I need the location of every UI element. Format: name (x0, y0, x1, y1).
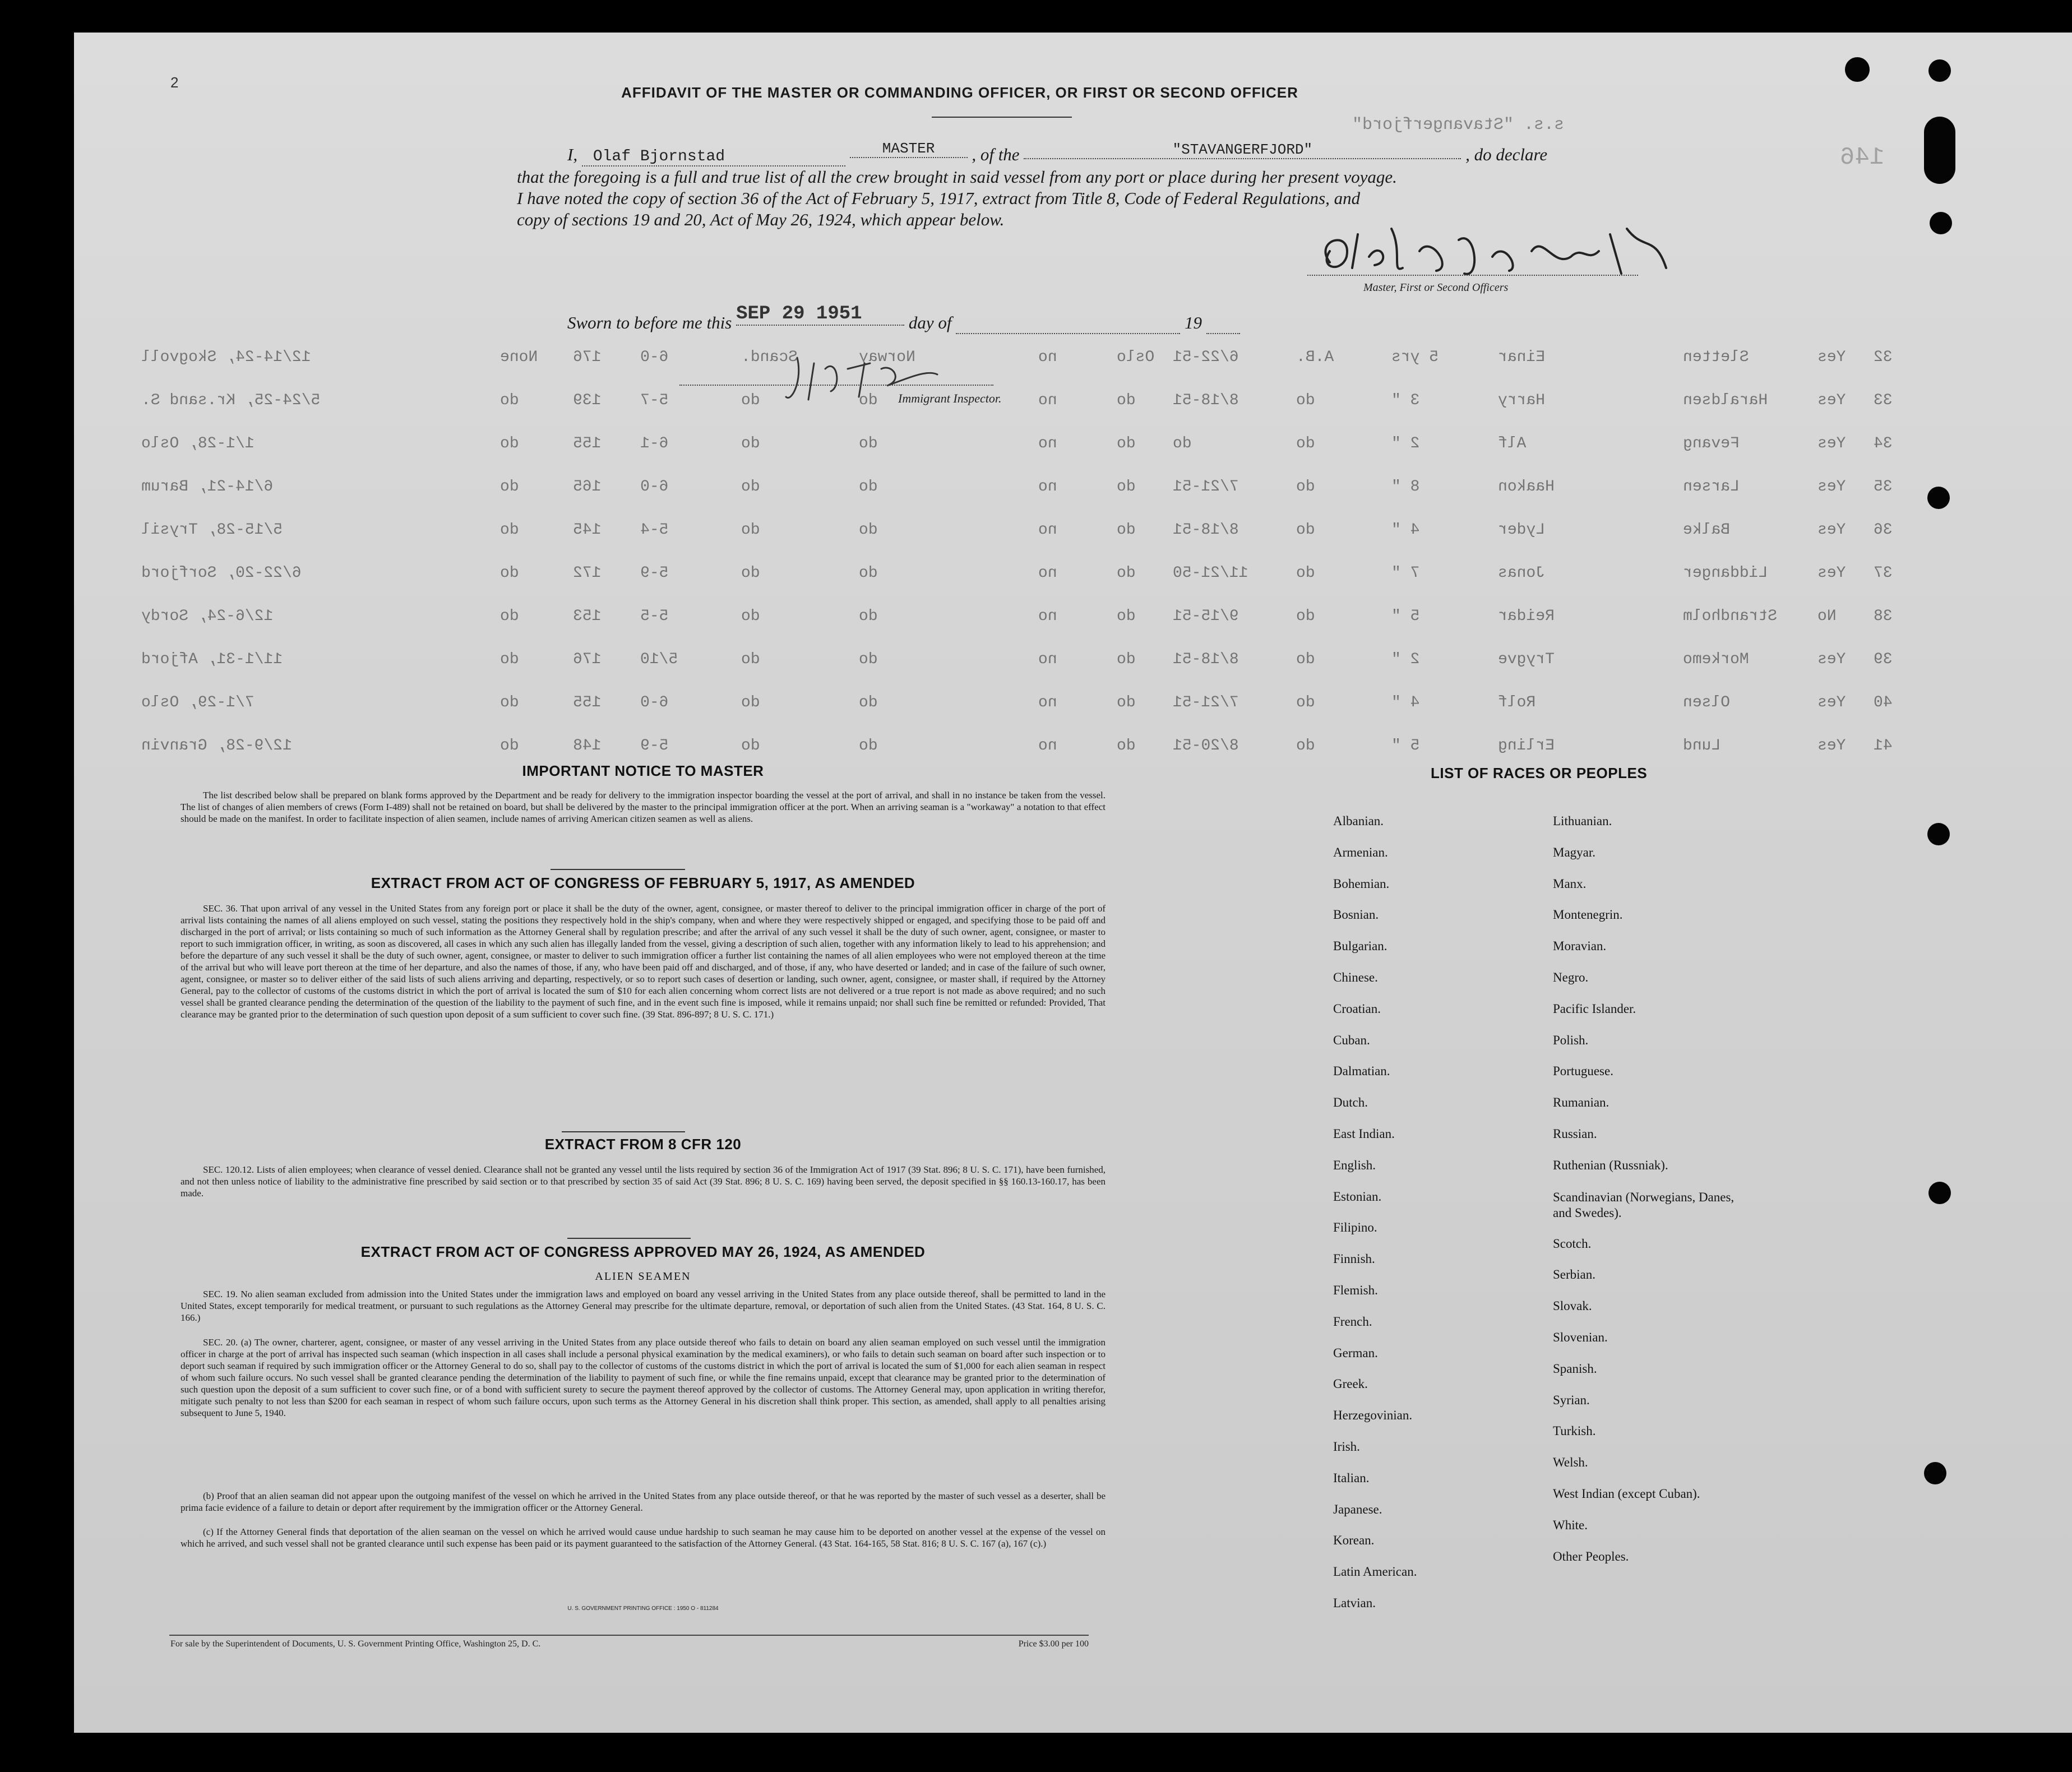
race-item: Spanish. (1553, 1361, 1597, 1376)
ghost-cell: do (500, 478, 519, 496)
sworn-line (567, 303, 1240, 336)
ghost-cell: 9/15-51 (1173, 608, 1239, 625)
footer-right: Price $3.00 per 100 (1018, 1639, 1089, 1649)
ghost-cell: Lyder (1498, 521, 1546, 539)
race-item: Polish. (1553, 1033, 1589, 1047)
punch-hole (1845, 57, 1870, 82)
race-item: Turkish. (1553, 1424, 1596, 1438)
race-item: Flemish. (1333, 1283, 1378, 1297)
race-item: Moravian. (1553, 939, 1607, 954)
race-item: Serbian. (1553, 1267, 1596, 1282)
ghost-cell: Harry (1498, 392, 1546, 409)
do-declare-label: , do declare (1465, 145, 1548, 164)
ghost-cell: 6/22-51 (1173, 349, 1239, 366)
ghost-row (74, 478, 2072, 501)
ghost-cell: do (1117, 478, 1136, 496)
ghost-cell: do (859, 651, 878, 668)
race-item: English. (1333, 1158, 1376, 1172)
ghost-cell: 7 " (1391, 565, 1420, 582)
race-item: White. (1553, 1517, 1588, 1532)
ghost-cell: Jonas (1498, 565, 1546, 582)
ghost-cell: no (1038, 608, 1057, 625)
notice-rule (551, 869, 685, 870)
race-item: Armenian. (1333, 845, 1388, 859)
punch-hole (1928, 59, 1951, 82)
ghost-cell: 11/21-50 (1173, 565, 1248, 582)
extract-cfr-title: EXTRACT FROM 8 CFR 120 (544, 1136, 742, 1153)
ghost-row (74, 435, 2072, 457)
ghost-cell: no (1038, 521, 1057, 539)
ghost-cell: do (1117, 435, 1136, 452)
affidavit-line-4: copy of sections 19 and 20, Act of May 26, 1924, which appear below. (517, 210, 1005, 229)
affidavit-title: AFFIDAVIT OF THE MASTER OR COMMANDING OFFICER, OR FIRST OR SECOND OFFICER (621, 84, 1298, 101)
ghost-cell: Liddanger (1683, 565, 1768, 582)
ghost-cell: 1/1-28, Oslo (141, 435, 255, 452)
ghost-cell: Yes (1817, 737, 1846, 755)
page-mark: 2 (170, 74, 179, 91)
race-item: Cuban. (1333, 1033, 1370, 1047)
affidavit-line-2: that the foregoing is a full and true list of all the crew brought in said vessel from any port or place during her present voyage. (517, 167, 1397, 187)
ghost-row (74, 737, 2072, 760)
race-item: Russian. (1553, 1127, 1597, 1141)
ghost-cell: 139 (573, 392, 602, 409)
ghost-cell: Strandholm (1683, 608, 1778, 625)
ghost-cell: 40 (1874, 694, 1893, 711)
ghost-cell: do (741, 435, 760, 452)
ghost-cell: Yes (1817, 478, 1846, 496)
ghost-cell: 41 (1874, 737, 1893, 755)
ghost-cell: 5 yrs (1391, 349, 1439, 366)
ghost-cell: do (500, 521, 519, 539)
ghost-cell: 6/14-21, Barum (141, 478, 274, 496)
race-item: Croatian. (1333, 1001, 1381, 1016)
ghost-cell: Yes (1817, 651, 1846, 668)
punch-hole (1927, 487, 1950, 509)
extract-1924-sec20b: (b) Proof that an alien seaman did not appear upon the outgoing manifest of the vessel on which he arrived in the United States from any place outside thereof, or that he was reported by the master of such vessel as a deserter, shall be prima facie evidence of a failure to detain or deport after requirement by the immigration officer or the Attorney General. (181, 1491, 1106, 1513)
ghost-cell: Erling (1498, 737, 1555, 755)
ghost-cell: 176 (573, 651, 602, 668)
ghost-cell: 155 (573, 694, 602, 711)
extract-1924-sec20a: SEC. 20. (a) The owner, charterer, agent, consignee, or master of any vessel arriving in the United States from any place outside thereof who fails to detain on board any alien seaman employed on such vessel until the immigration officer in charge at the port of arrival has inspected such seaman (which inspection in all cases shall include a personal physical examination by the medical examiners), or who fails to detain such seaman on board after such inspection or to deport such seaman if required by such immigration officer or the Attorney General to do so, shall pay to the collector of customs of the customs district in which the port of arrival is located the sum of $1,000 for each alien seaman in respect of whom such failure occurs. No such vessel shall be granted clearance pending the determination of the liability to payment of such fine, or while the fine remains unpaid, except that clearance may be granted prior to the determination of such question upon the deposit of a sum sufficient to cover such fine, or of a bond with sufficient surety to secure the payment thereof approved by the collector of customs. The Attorney General may, upon application in writing therefor, mitigate such penalty to not less than $200 for each seaman in respect of whom such failure occurs, upon such terms as the Attorney General in his discretion shall think proper. This section, as amended, shall apply to all penalties arising subsequent to June 5, 1940. (181, 1337, 1106, 1418)
ghost-cell: do (1117, 694, 1136, 711)
races-title: LIST OF RACES OR PEOPLES (1431, 765, 1648, 781)
ghost-cell: Yes (1817, 521, 1846, 539)
extract-1917-rule (562, 1131, 685, 1132)
ghost-cell: 7/1-29, Oslo (141, 694, 255, 711)
ghost-cell: 145 (573, 521, 602, 539)
ghost-cell: do (1296, 737, 1315, 755)
punch-hole (1927, 823, 1950, 845)
ghost-cell: Lund (1683, 737, 1721, 755)
race-item: Bohemian. (1333, 876, 1390, 891)
printing-office-note: U. S. GOVERNMENT PRINTING OFFICE : 1950 O - 811284 (567, 1606, 719, 1612)
ghost-cell: do (859, 737, 878, 755)
ghost-cell: Yes (1817, 565, 1846, 582)
race-item: Albanian. (1333, 814, 1384, 828)
race-item: Italian. (1333, 1470, 1370, 1485)
race-item: Irish. (1333, 1440, 1360, 1454)
ghost-cell: do (1296, 651, 1315, 668)
ghost-row (74, 608, 2072, 630)
race-item: Korean. (1333, 1533, 1375, 1548)
ghost-cell: 33 (1874, 392, 1893, 409)
extract-1917-title: EXTRACT FROM ACT OF CONGRESS OF FEBRUARY 5, 1917, AS AMENDED (371, 875, 915, 891)
ghost-cell: no (1038, 349, 1057, 366)
ghost-cell: do (859, 435, 878, 452)
ghost-cell: Yes (1817, 392, 1846, 409)
ghost-cell: no (1038, 435, 1057, 452)
ghost-cell: Balke (1683, 521, 1731, 539)
notice-title: IMPORTANT NOTICE TO MASTER (522, 762, 764, 779)
race-item: German. (1333, 1345, 1378, 1360)
ghost-cell: 37 (1874, 565, 1893, 582)
ghost-cell: 12/14-24, Skogvoll (141, 349, 311, 366)
ghost-row (74, 651, 2072, 673)
ghost-cell: 5-9 (640, 737, 669, 755)
title-rule (932, 117, 1072, 118)
ghost-cell: 12/9-28, Granvin (141, 737, 292, 755)
ghost-cell: 32 (1874, 349, 1893, 366)
race-item: Rumanian. (1553, 1095, 1609, 1110)
ghost-cell: Yes (1817, 435, 1846, 452)
ghost-cell: 5/15-28, Trysil (141, 521, 283, 539)
race-item: Bosnian. (1333, 908, 1379, 922)
race-item: Montenegrin. (1553, 908, 1623, 922)
ghost-cell: 8/18-51 (1173, 392, 1239, 409)
ghost-cell: do (741, 565, 760, 582)
ghost-cell: 5/10 (640, 651, 678, 668)
ghost-cell: do (859, 608, 878, 625)
race-item: Lithuanian. (1553, 814, 1612, 828)
ghost-cell: do (500, 608, 519, 625)
line1-prefix: I, (567, 145, 578, 164)
ghost-cell: 5-5 (640, 608, 669, 625)
ghost-cell: no (1038, 392, 1057, 409)
race-item: Filipino. (1333, 1220, 1377, 1235)
month-blank (956, 313, 1180, 334)
ghost-cell: do (741, 478, 760, 496)
sworn-prefix: Sworn to before me this (567, 313, 732, 332)
officer-rank: MASTER (850, 140, 968, 158)
ghost-cell: 172 (573, 565, 602, 582)
ghost-cell: Fevang (1683, 435, 1740, 452)
affidavit-line-3: I have noted the copy of section 36 of the Act of February 5, 1917, extract from Title 8, Code of Federal Regulations, and (517, 188, 1361, 208)
race-item: Japanese. (1333, 1502, 1382, 1516)
ghost-cell: 8 " (1391, 478, 1420, 496)
race-item: Welsh. (1553, 1455, 1588, 1470)
ghost-cell: no (1038, 737, 1057, 755)
ghost-cell: 2 " (1391, 435, 1420, 452)
ghost-cell: Haraldsen (1683, 392, 1768, 409)
vessel-name: "STAVANGERFJORD" (1024, 141, 1461, 159)
race-item: Portuguese. (1553, 1064, 1613, 1079)
sworn-stamp: SEP 29 1951 (736, 303, 904, 326)
ghost-cell: no (1038, 651, 1057, 668)
ghost-cell: do (500, 651, 519, 668)
inspector-line (679, 385, 993, 386)
ghost-cell: do (1296, 478, 1315, 496)
ghost-cell: 5 " (1391, 608, 1420, 625)
ghost-cell: Haakon (1498, 478, 1555, 496)
notice-body: The list described below shall be prepared on blank forms approved by the Department and be ready for delivery to the immigration inspector boarding the vessel at the port of arrival, and shall in no instance be taken from the vessel. The list of changes of alien members of crews (Form I-489) shall not be retained on board, but shall be delivered by the master to the principal immigration officer at the port. When an arriving seaman is a "workaway" a notation to that effect should be made on the manifest. In order to facilitate inspection of alien seamen, include names of arriving American citizen seamen as well as aliens. (181, 790, 1106, 824)
race-item: Dutch. (1333, 1095, 1368, 1110)
ghost-cell: do (741, 737, 760, 755)
ghost-cell: do (1117, 608, 1136, 625)
race-item: Greek. (1333, 1377, 1368, 1391)
ghost-cell: 148 (573, 737, 602, 755)
race-item: Slovak. (1553, 1299, 1592, 1313)
race-item: Scotch. (1553, 1236, 1592, 1251)
ghost-cell: do (1173, 435, 1192, 452)
race-item: Syrian. (1553, 1392, 1590, 1407)
ghost-cell: Olsen (1683, 694, 1731, 711)
extract-1917-body: SEC. 36. That upon arrival of any vessel in the United States from any foreign port or place it shall be the duty of the owner, agent, consignee, or master thereof to deliver to the principal immigration officer in charge of the port of arrival lists containing the names of all aliens employed on such vessel, stating the positions they respectively hold in the ship's company, when and where they were respectively shipped or engaged, and specifying those to be paid off and discharged in the port of arrival; or lists containing so much of such information as the Attorney General shall by regulation prescribe; and after the arrival of any such vessel it shall be the duty of such owner, agent, consignee, or master to report to such immigration officer, in writing, as soon as discovered, all cases in which any such alien has illegally landed from the vessel, giving a description of such alien, together with any information likely to lead to his apprehension; and before the departure of any such vessel it shall be the duty of such owner, agent, consignee, or master to deliver to such immigration officer a further list containing the names of all alien employees who were not employed thereon at the time of the arrival but who will leave port thereon at the time of her departure, and also the names of those, if any, who have been paid off and discharged, and of those, if any, who have deserted or landed; and in case of the failure of such owner, agent, consignee, or master so to deliver either of the said lists of such aliens arriving and departing, respectively, or so to report such cases of desertion or landing, such owner, agent, consignee, or master shall, if required by the Attorney General, pay to the collector of customs of the customs district in which the port of arrival is located the sum of $10 for each alien concerning whom correct lists are not delivered or a true report is not made as above required; and no such vessel shall be granted clearance pending the determination of the question of the liability to the payment of such fine, and in the event such fine is imposed, while it remains unpaid; nor shall such fine be remitted or refunded: Provided, That clearance may be granted prior to the determination of such question upon deposit of a sum sufficient to cover such fine. (39 Stat. 896-897; 8 U. S. C. 171.) (181, 903, 1106, 1020)
extract-1924-sec20c: (c) If the Attorney General finds that deportation of the alien seaman on the vessel on which he arrived would cause undue hardship to such seaman he may cause him to be deported on another vessel at the expense of the vessel on which he arrived, and such vessel shall not be granted clearance until such expense has been paid or its payment guaranteed to the satisfaction of the Attorney General. (43 Stat. 164-165, 58 Stat. 816; 8 U. S. C. 167 (a), 167 (c).) (181, 1526, 1106, 1549)
ghost-cell: do (1117, 651, 1136, 668)
ghost-cell: 2 " (1391, 651, 1420, 668)
ghost-cell: do (1296, 435, 1315, 452)
ghost-vessel-header: s.s. "Stavangerfjord" (1352, 115, 1565, 135)
ghost-cell: do (859, 521, 878, 539)
extract-1924-title: EXTRACT FROM ACT OF CONGRESS APPROVED MAY 26, 1924, AS AMENDED (360, 1243, 926, 1260)
ghost-cell: Yes (1817, 349, 1846, 366)
ghost-row (74, 349, 2072, 371)
race-item: Finnish. (1333, 1252, 1375, 1266)
ghost-cell: do (1296, 608, 1315, 625)
race-item: Latvian. (1333, 1596, 1376, 1610)
ghost-cell: 6-0 (640, 349, 669, 366)
ghost-row (74, 392, 2072, 414)
ghost-cell: A.B. (1296, 349, 1334, 366)
race-item: Magyar. (1553, 845, 1596, 859)
race-item: Scandinavian (Norwegians, Danes, and Swedes). (1553, 1190, 1735, 1220)
ghost-cell: Morkemo (1683, 651, 1749, 668)
ghost-cell: Reidar (1498, 608, 1555, 625)
ghost-cell: do (741, 392, 760, 409)
footer-left: For sale by the Superintendent of Documents, U. S. Government Printing Office, Washington 25, D. C. (170, 1639, 541, 1649)
ghost-cell: do (741, 608, 760, 625)
ghost-cell: 12/6-24, Sordy (141, 608, 274, 625)
ghost-cell: do (859, 478, 878, 496)
race-item: Bulgarian. (1333, 939, 1387, 954)
race-item: Latin American. (1333, 1565, 1417, 1579)
race-item: Pacific Islander. (1553, 1001, 1636, 1016)
ghost-cell: 11/1-31, Afjord (141, 651, 283, 668)
ghost-cell: 153 (573, 608, 602, 625)
extract-1924-sec19: SEC. 19. No alien seaman excluded from admission into the United States under the immigration laws and employed on board any vessel arriving in the United States from any place outside thereof, shall be permitted to land in the United States, except temporarily for medical treatment, or pursuant to such regulations as the Attorney General may prescribe for the ultimate departure, removal, or deportation of such alien from the United States. (43 Stat. 164, 8 U. S. C. 166.) (181, 1289, 1106, 1323)
race-item: Chinese. (1333, 970, 1378, 984)
ghost-cell: Yes (1817, 694, 1846, 711)
ghost-row (74, 565, 2072, 587)
ghost-cell: do (500, 565, 519, 582)
ghost-cell: 176 (573, 349, 602, 366)
race-item: Slovenian. (1553, 1330, 1608, 1344)
race-item: East Indian. (1333, 1127, 1395, 1141)
ghost-cell: 6-0 (640, 478, 669, 496)
ghost-cell: 7/21-51 (1173, 694, 1239, 711)
ghost-cell: Norway (859, 349, 915, 366)
ghost-cell: Larsen (1683, 478, 1740, 496)
ghost-row (74, 521, 2072, 544)
ghost-cell: do (500, 392, 519, 409)
ghost-cell: 3 " (1391, 392, 1420, 409)
ghost-cell: do (859, 694, 878, 711)
punch-hole (1930, 212, 1952, 234)
ghost-cell: 35 (1874, 478, 1893, 496)
race-item: Ruthenian (Russniak). (1553, 1158, 1668, 1172)
ghost-cell: do (741, 521, 760, 539)
ghost-cell: 36 (1874, 521, 1893, 539)
ghost-cell: do (1296, 521, 1315, 539)
race-item: French. (1333, 1314, 1372, 1329)
inspector-caption: Immigrant Inspector. (898, 391, 1002, 405)
ghost-cell: 6-1 (640, 435, 669, 452)
ghost-cell: 7/21-51 (1173, 478, 1239, 496)
ghost-cell: do (859, 565, 878, 582)
ghost-cell: 8/18-51 (1173, 521, 1239, 539)
ghost-cell: Trygve (1498, 651, 1555, 668)
ghost-row (74, 694, 2072, 716)
race-item: Negro. (1553, 970, 1589, 984)
race-item: Other Peoples. (1553, 1549, 1629, 1563)
ghost-cell: do (500, 694, 519, 711)
race-item: Herzegovinian. (1333, 1408, 1413, 1423)
ghost-cell: None (500, 349, 538, 366)
punch-hole (1924, 1462, 1946, 1484)
ghost-cell: No (1817, 608, 1837, 625)
ghost-page-number: 146 (1840, 144, 1885, 172)
year-prefix: 19 (1184, 313, 1202, 332)
ghost-cell: do (741, 651, 760, 668)
day-of-label: day of (908, 313, 952, 332)
ghost-cell: 5-7 (640, 392, 669, 409)
master-name: Olaf Bjornstad (582, 148, 845, 166)
document-scan (74, 33, 2072, 1733)
ghost-cell: 4 " (1391, 694, 1420, 711)
ghost-cell: 38 (1874, 608, 1893, 625)
signature-line (1307, 275, 1638, 276)
ghost-cell: 39 (1874, 651, 1893, 668)
ghost-cell: 4 " (1391, 521, 1420, 539)
ghost-cell: 155 (573, 435, 602, 452)
punch-hole (1928, 1182, 1951, 1204)
ghost-cell: do (1117, 737, 1136, 755)
ghost-cell: Scand. (741, 349, 798, 366)
ghost-cell: do (1296, 392, 1315, 409)
year-blank (1206, 313, 1240, 334)
extract-cfr-body: SEC. 120.12. Lists of alien employees; when clearance of vessel denied. Clearance shall not be granted any vessel until the lists required by section 36 of the Immigration Act of 1917 (39 Stat. 896; 8 U. S. C. 171), have been furnished, and not then unless notice of liability to the administrative fine prescribed by said section or to that prescribed by section 35 of said Act (39 Stat. 896; 8 U. S. C. 169) having been served, the deposit specified in §§ 160.13-160.17, has been made. (181, 1164, 1106, 1199)
ghost-cell: Alf (1498, 435, 1527, 452)
footer-rule (169, 1635, 1089, 1636)
ghost-cell: no (1038, 694, 1057, 711)
race-item: Dalmatian. (1333, 1064, 1390, 1079)
ghost-cell: 8/18-51 (1173, 651, 1239, 668)
ghost-cell: 8/20-51 (1173, 737, 1239, 755)
race-item: West Indian (except Cuban). (1553, 1487, 1700, 1501)
race-item: Manx. (1553, 876, 1587, 891)
ghost-cell: no (1038, 565, 1057, 582)
ghost-cell: do (1117, 565, 1136, 582)
ghost-cell: Sletten (1683, 349, 1749, 366)
ghost-cell: do (1296, 565, 1315, 582)
ghost-cell: no (1038, 478, 1057, 496)
ghost-cell: 165 (573, 478, 602, 496)
affidavit-line-1 (567, 140, 1548, 166)
extract-1924-subtitle: ALIEN SEAMEN (595, 1270, 691, 1283)
extract-cfr-rule (567, 1238, 691, 1239)
ghost-cell: 34 (1874, 435, 1893, 452)
ghost-cell: do (500, 737, 519, 755)
signature-caption: Master, First or Second Officers (1363, 281, 1509, 294)
ghost-cell: Oslo (1117, 349, 1155, 366)
ghost-cell: do (859, 392, 878, 409)
ghost-cell: 6/22-20, Sorfjord (141, 565, 302, 582)
ghost-cell: Rolf (1498, 694, 1536, 711)
ghost-cell: do (1117, 521, 1136, 539)
of-the-label: , of the (972, 145, 1020, 164)
ghost-cell: do (500, 435, 519, 452)
ghost-cell: 6-0 (640, 694, 669, 711)
ghost-cell: Einar (1498, 349, 1546, 366)
ghost-cell: 5-9 (640, 565, 669, 582)
ghost-cell: 5 " (1391, 737, 1420, 755)
race-item: Estonian. (1333, 1189, 1382, 1204)
ghost-cell: do (1296, 694, 1315, 711)
ghost-cell: 5/24-25, Kr.sand S. (141, 392, 321, 409)
ghost-cell: do (741, 694, 760, 711)
punch-hole (1924, 117, 1955, 184)
ghost-cell: do (1117, 392, 1136, 409)
ghost-cell: 5-4 (640, 521, 669, 539)
